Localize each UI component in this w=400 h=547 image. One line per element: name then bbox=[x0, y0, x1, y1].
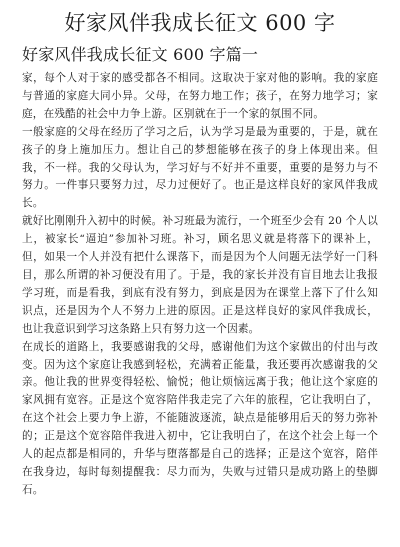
paragraph: 家，每个人对于家的感受都各不相同。这取决于家对他的影响。我的家庭与普通的家庭大同小异。父母，在努力地工作；孩子，在努力地学习；家庭，在残酷的社会中力争上游。区别就在于一个家的氛围不同。 bbox=[22, 72, 378, 120]
body-text bbox=[22, 70, 378, 500]
section-heading: 好家风伴我成长征文 600 字篇一 bbox=[22, 45, 259, 64]
paragraph: 在成长的道路上，我要感谢我的父母，感谢他们为这个家做出的付出与改变。因为这个家庭让我感到轻松，充满着正能量，我还要再次感谢我的父亲。他让我的世界变得轻松、愉悦；他让烦恼远离于我；他让这个家庭的家风拥有宽容。正是这个宽容陪伴我走完了六年的旅程，它让我明白了，在这个社会上要力争上游，不能随波逐流，缺点是能够用后天的努力弥补的；正是这个宽容陪伴我进入初中，它让我明白了，在这个社会上每一个人的起点都是相同的，升华与堕落都是自己的选择；正是这个宽容，陪伴在我身边，每时每刻提醒我：尽力而为，失败与过错只是成功路上的垫脚石。 bbox=[22, 340, 378, 496]
document-title: 好家风伴我成长征文 600 字 bbox=[64, 11, 336, 35]
paragraph: 就好比刚刚升入初中的时候。补习班最为流行，一个班至少会有 20 个人以上，被家长“逼迫”参加补习班。补习，顾名思义就是将落下的课补上，但，如果一个人并没有把什么课落下，而是因为个人问题无法学好一门科目，那么所谓的补习便没有用了。于是，我的家长并没有盲目地去让我报学习班，而是看我，到底有没有努力，到底是因为在课堂上落下了什么知识点，还是因为个人不努力上进的原因。正是这样良好的家风伴我成长，也让我意识到学习这条路上只有努力这一个因素。 bbox=[22, 215, 378, 335]
paragraph: 一般家庭的父母在经历了学习之后，认为学习是最为重要的，于是，就在孩子的身上施加压力。想让自己的梦想能够在孩子的身上体现出来。但我，不一样。我的父母认为，学习好与不好并不重要，重要的是努力与不努力。一件事只要努力过，尽力过便好了。也正是这样良好的家风伴我成长。 bbox=[22, 125, 378, 210]
